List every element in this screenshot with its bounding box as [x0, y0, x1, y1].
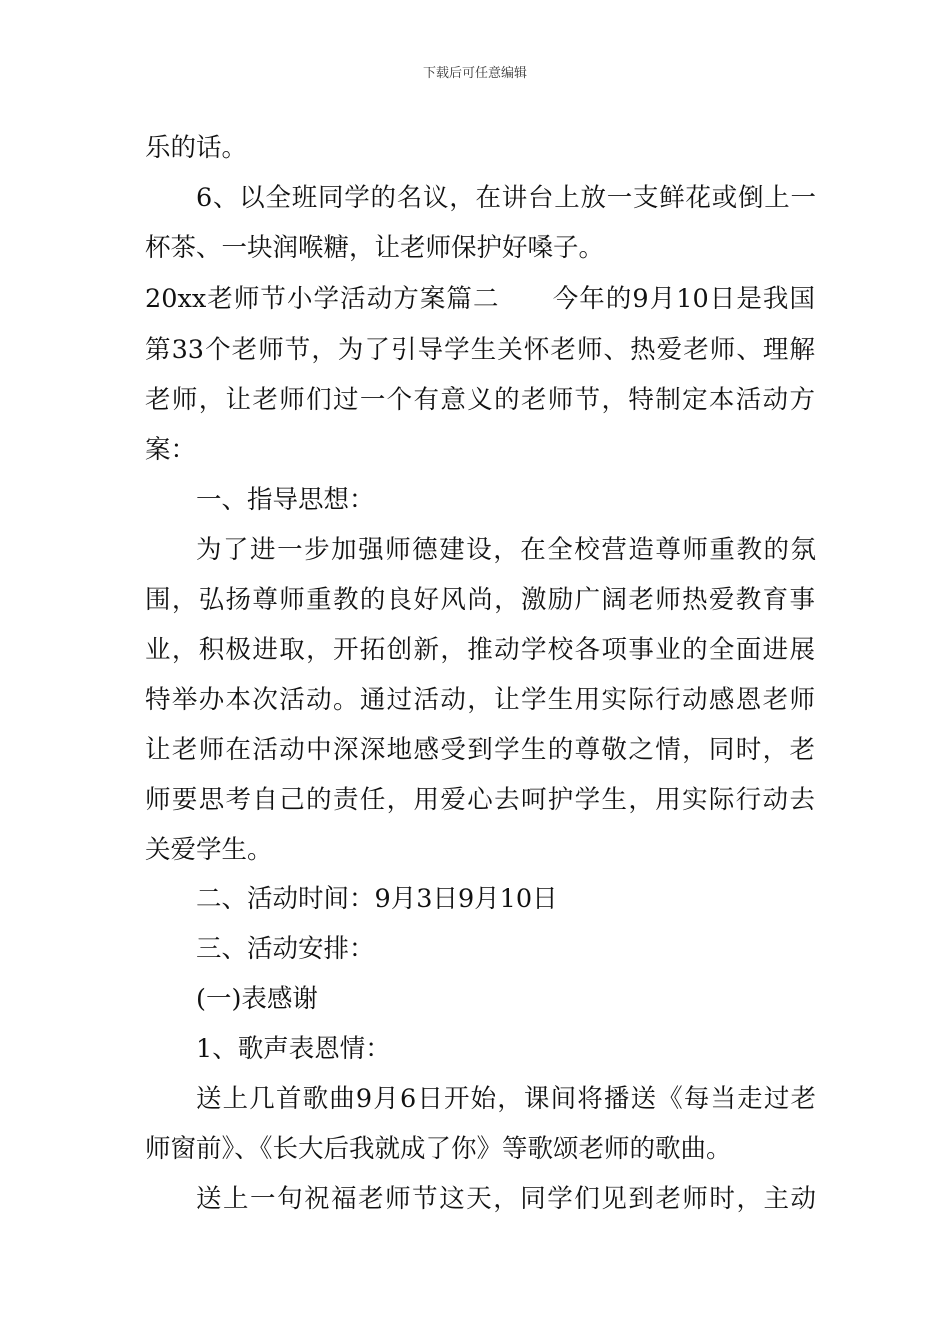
section-heading: 三、活动安排：	[196, 934, 375, 964]
paragraph-line: 送上几首歌曲9月6日开始，课间将播送《每当走过老	[196, 1084, 816, 1114]
paragraph-line: 师要思考自己的责任，用爱心去呵护学生，用实际行动去	[145, 785, 815, 815]
paragraph-line: 6、以全班同学的名议，在讲台上放一支鲜花或倒上一	[196, 183, 816, 213]
paragraph-line: 师窗前》、《长大后我就成了你》等歌颂老师的歌曲。	[145, 1134, 732, 1164]
paragraph-line: 业，积极进取，开拓创新，推动学校各项事业的全面进展	[145, 635, 815, 665]
page-header: 下载后可任意编辑	[422, 66, 527, 81]
paragraph-line: 让老师在活动中深深地感受到学生的尊敬之情，同时，老	[145, 735, 815, 765]
paragraph-line: 送上一句祝福老师节这天，同学们见到老师时，主动	[196, 1184, 816, 1214]
paragraph-line: 老师，让老师们过一个有意义的老师节，特制定本活动方	[145, 385, 815, 415]
paragraph-line: 第33个老师节，为了引导学生关怀老师、热爱老师、理解	[145, 335, 815, 365]
paragraph-line: 为了进一步加强师德建设，在全校营造尊师重教的氛	[196, 535, 816, 565]
paragraph-line: 杯茶、一块润喉糖，让老师保护好嗓子。	[145, 233, 605, 263]
paragraph-line: 20xx老师节小学活动方案篇二 今年的9月10日是我国	[145, 284, 815, 314]
section-heading: 二、活动时间：9月3日9月10日	[196, 884, 558, 914]
paragraph-line: 乐的话。	[145, 133, 248, 163]
paragraph-line: 围，弘扬尊师重教的良好风尚，激励广阔老师热爱教育事	[145, 585, 815, 615]
paragraph-line: 关爱学生。	[145, 835, 273, 865]
list-item: 1、歌声表恩情：	[196, 1034, 391, 1064]
paragraph-line: 特举办本次活动。通过活动，让学生用实际行动感恩老师	[145, 685, 815, 715]
paragraph-line: 案：	[145, 435, 197, 465]
subsection-heading: (一)表感谢	[196, 984, 318, 1014]
section-heading: 一、指导思想：	[196, 485, 375, 515]
